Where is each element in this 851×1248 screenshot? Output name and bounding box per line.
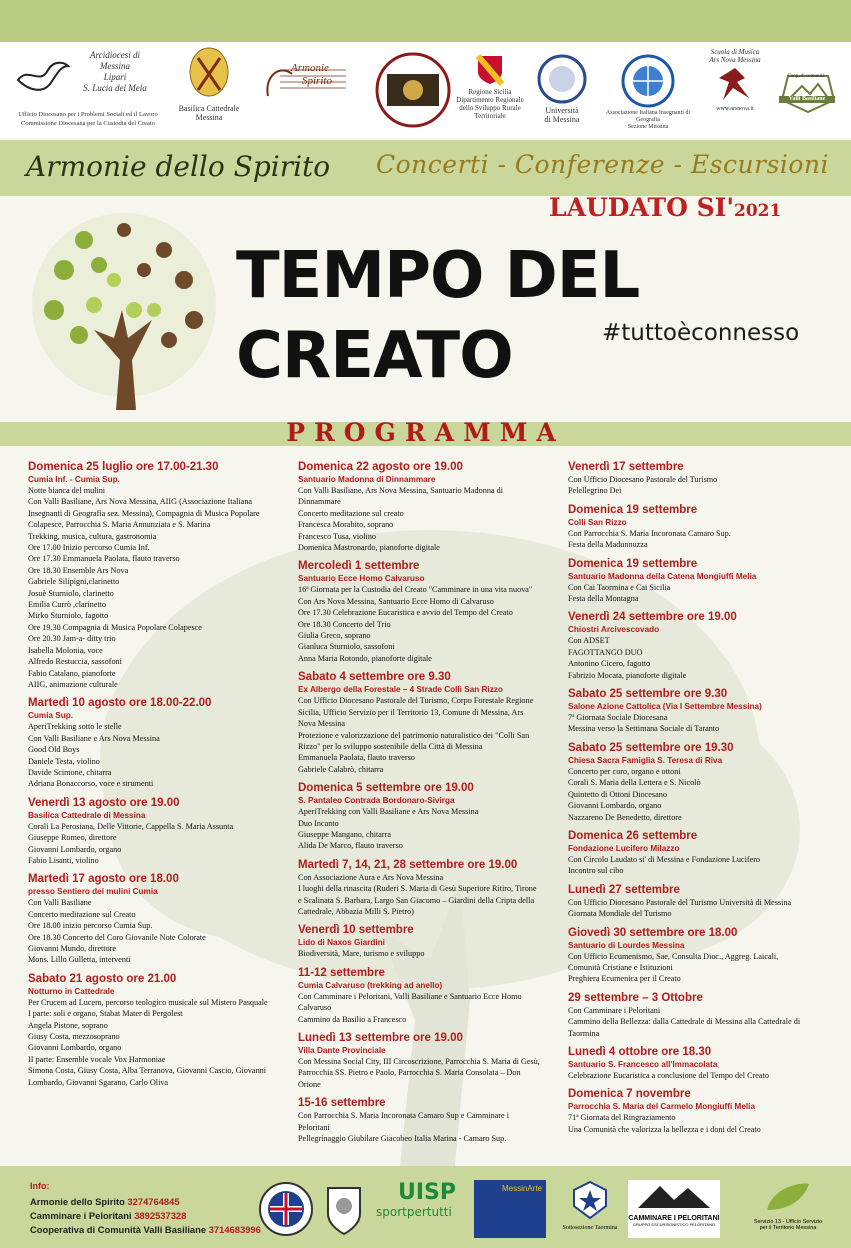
info-label: Armonie dello Spirito [30, 1196, 125, 1207]
servizio-territorio-logo [752, 1180, 824, 1238]
event-date: Venerdì 10 settembre [298, 924, 414, 937]
program-event [298, 559, 560, 664]
event-detail: Daniele Testa, violino [28, 756, 100, 766]
program-event [568, 926, 838, 985]
event-date: Sabato 21 agosto ore 21.00 [28, 972, 177, 985]
messinarte-logo [474, 1180, 546, 1238]
event-date: Martedì 17 agosto ore 18.00 [28, 873, 179, 886]
event-detail: Good Old Boys [28, 745, 80, 755]
event-date: Lunedì 27 settembre [568, 883, 680, 896]
uisp-logo [376, 1180, 464, 1238]
top-strip [0, 0, 851, 42]
uisp-text: UISP [398, 1180, 457, 1205]
info-label: Camminare i Peloritani [30, 1210, 132, 1221]
program-event [568, 1045, 838, 1081]
event-detail: Pellegrinaggio Giubilare Giacobeo Italia Marina - Camaro Sup. [298, 1134, 507, 1144]
university-seal-icon [537, 54, 587, 104]
program-event [568, 503, 838, 551]
event-place: Santuario Madonna della Catena Mongiuffi Melia [568, 571, 757, 581]
event-detail: FAGOTTANGO DUO [568, 647, 643, 657]
program-event [568, 557, 838, 605]
event-place: Cumia Inf. - Cumia Sup. [28, 475, 120, 484]
event-detail: Con Ufficio Diocesano Pastorale del Turismo Università di Messina [568, 897, 792, 907]
event-detail: Josuè Sturniolo, clarinetto [28, 588, 114, 598]
event-detail: Preghiera Ecumenica per il Creato [568, 974, 681, 984]
event-detail: Ore 17.00 Inizio percorso Cumia Inf. [28, 543, 150, 553]
event-date: Lunedì 13 settembre ore 19.00 [298, 1032, 463, 1044]
program-event [568, 610, 838, 681]
trinacria-shield-icon [476, 54, 504, 86]
sponsor-logos-row [0, 42, 851, 138]
cai-taormina-logo [562, 1180, 618, 1238]
event-detail: Con Ufficio Diocesano Pastorale del Turismo [568, 475, 718, 484]
event-detail: Con Ufficio Ecumenismo, Sae, Consulta Dioc., Aggreg. Laicali, [568, 951, 779, 961]
event-detail: Ore 18.30 Concerto del Trio [298, 619, 391, 629]
event-detail: Notte bianca del mulini [28, 486, 106, 495]
arcidiocesi-sub: Ufficio Diocesano per i Problemi Sociali ed il Lavoro [18, 111, 158, 118]
event-detail: Nova Messina [298, 719, 346, 729]
event-detail: Dinnammare [298, 497, 341, 507]
event-detail: Cattedrale, Abbazia Milli S. Pietro) [298, 906, 414, 916]
event-date: Martedì 10 agosto ore 18.00-22.00 [28, 697, 212, 710]
event-date: Domenica 26 settembre [568, 829, 698, 842]
info-row [30, 1210, 186, 1221]
event-detail: Quintetto di Ottoni Diocesano [568, 789, 667, 799]
event-date: 11-12 settembre [298, 966, 385, 979]
arcidiocesi-sub: Commissione Diocesana per la Custodia del Creato [21, 120, 155, 127]
event-detail: Giuseppe Mangano, chitarra [298, 829, 391, 839]
program-event [298, 1031, 560, 1090]
event-detail: AIIG, animazione culturale [28, 679, 118, 689]
concert-seal-logo [373, 52, 453, 130]
event-detail: Festa della Madunnuzza [568, 540, 648, 550]
event-date: Mercoledì 1 settembre [298, 560, 420, 573]
title-line-1: TEMPO DEL [236, 239, 640, 313]
event-detail: e Scalinata S. Barbara, Largo San Giacomo – Giardini della Cripta della [298, 895, 535, 905]
regione-line: Dipartimento Regionale [456, 96, 524, 105]
event-detail: Simona Costa, Giusy Costa, Alba Terranova, Giovanni Cascio, Giovanni [28, 1066, 267, 1076]
event-detail: Fabio Catalano, pianoforte [28, 668, 116, 678]
event-detail: Celebrazione Eucaristica a conclusione del Tempo del Creato [568, 1070, 769, 1080]
aiig-logo [600, 54, 696, 131]
program-column-1 [28, 460, 290, 1094]
event-detail: Rizzo" per lo sviluppo sostenibile della Città di Messina [298, 741, 483, 751]
event-detail: Ore 18.30 Ensemble Ars Nova [28, 565, 129, 575]
event-detail: Giornata Mondiale del Turismo [568, 909, 672, 919]
universita-logo [530, 54, 594, 124]
event-place: Cumia Calvaruso (trekking ad anello) [298, 980, 443, 990]
event-place: S. Pantaleo Contrada Bordonaro-Sivirga [298, 796, 455, 806]
regione-line: Territoriale [474, 112, 506, 121]
event-detail: Angela Pistone, soprano [28, 1020, 108, 1030]
program-event [28, 872, 290, 965]
event-detail: Francesca Morabito, soprano [298, 520, 394, 530]
event-detail: Concerto meditazione sul Creato [28, 909, 136, 919]
event-detail: Peloritani [298, 1122, 330, 1132]
crest-icon [322, 1180, 366, 1238]
event-detail: Giovanni Lombardo, organo [28, 844, 122, 854]
event-detail: Ore 18.00 inizio percorso Cumia Sup. [28, 921, 153, 931]
event-detail: Con Associazione Aura e Ars Nova Messina [298, 872, 444, 882]
event-detail: 7ª Giornata Sociale Diocesana [568, 713, 668, 723]
event-detail: I parte: soli e organo, Stabat Mater di Pergolest [28, 1009, 183, 1019]
event-date: 15-16 settembre [298, 1097, 386, 1110]
info-row [30, 1196, 180, 1207]
event-detail: Domenica Mastronardo, pianoforte digitale [298, 543, 440, 553]
event-detail: 71ª Giornata del Ringraziamento [568, 1113, 676, 1123]
union-jack-badge-icon [258, 1180, 314, 1238]
event-detail: Antonino Cicero, fagotto [568, 659, 651, 669]
universita-line: Università [545, 106, 579, 116]
program-event [298, 966, 560, 1025]
event-detail: Francesco Tusa, violino [298, 531, 377, 541]
ars-nova-line: Scuola di Musica [710, 48, 760, 56]
laudato-si-heading [549, 193, 781, 222]
event-detail: Comunità Cristiane e Istituzioni [568, 962, 673, 972]
title-band [0, 140, 851, 196]
program-event [298, 923, 560, 959]
event-detail: Gianluca Sturniolo, sassofoni [298, 642, 395, 652]
event-detail: Ore 17.30 Celebrazione Eucaristica e avvio del Tempo del Creato [298, 608, 513, 618]
event-detail: Giuseppe Romeo, direttore [28, 833, 117, 843]
event-detail: Emmanuela Paolata, flauto traverso [298, 753, 415, 763]
band-left-title: Armonie dello Spirito [26, 150, 331, 183]
regione-sicilia-logo [450, 54, 530, 120]
event-detail: Con Camminare i Peloritani [568, 1005, 661, 1015]
event-place: Santuario Madonna di Dinnammare [298, 475, 436, 484]
program-event [568, 991, 838, 1039]
event-date: Domenica 7 novembre [568, 1088, 691, 1101]
program-event [298, 1096, 560, 1144]
event-place: Ex Albergo della Forestale – 4 Strade Colli San Rizzo [298, 685, 503, 695]
title-line-2: CREATO [236, 319, 513, 393]
servizio-text: Servizio 13 - Ufficio Servizio per il Territorio Messina [753, 1219, 823, 1231]
event-detail: Ore 17.30 Emmanuela Paolata, flauto traverso [28, 554, 180, 564]
event-date: Venerdì 17 settembre [568, 461, 684, 473]
event-date: Sabato 25 settembre ore 9.30 [568, 688, 728, 701]
event-detail: Incontro sul cibo [568, 866, 624, 876]
event-detail: Con Valli Basiliane, Ars Nova Messina, Santuario Madonna di [298, 486, 503, 495]
program-event [568, 1087, 838, 1135]
event-detail: Con Valli Basiliane [28, 898, 92, 908]
event-place: Lido di Naxos Giardini [298, 938, 385, 948]
event-detail: Taormina [568, 1028, 600, 1038]
aiig-line: Associazione Italiana Insegnanti di Geografia [605, 110, 691, 123]
event-detail: Concerto meditazione sul creato [298, 508, 404, 518]
dove-icon [14, 56, 70, 96]
arcidiocesi-line: S. Lucia del Mela [83, 83, 147, 93]
event-place: Santuario S. Francesco all'Immacolata [568, 1059, 718, 1069]
program-event [28, 972, 290, 1088]
ars-nova-logo [700, 48, 770, 113]
event-date: Domenica 22 agosto ore 19.00 [298, 461, 463, 473]
event-detail: Alida De Marco, flauto traverso [298, 841, 403, 851]
regione-line: dello Sviluppo Rurale [459, 104, 521, 113]
camminare-text: CAMMINARE I PELORITANI [628, 1215, 720, 1222]
event-detail: Corali La Perosiana, Delle Vittorie, Cappella S. Maria Assunta [28, 821, 234, 831]
program-event [568, 883, 838, 920]
event-detail: Calvaruso [298, 1003, 332, 1013]
event-detail: Giovanni Mundo, direttore [28, 944, 116, 953]
event-detail: Giulia Greco, soprano [298, 631, 371, 641]
basilica-logo [168, 46, 250, 122]
arcidiocesi-line: Lipari [103, 72, 127, 82]
event-detail: Con Parrocchia S. Maria Incoronata Camaro Sup e Camminare i [298, 1111, 509, 1121]
event-place: Cumia Sup. [28, 711, 74, 721]
event-detail: AperiTrekking con Valli Basiliane e Ars Nova Messina [298, 807, 479, 817]
program-column-3 [568, 460, 838, 1141]
event-detail: Ore 18.30 Concerto del Coro Giovanile Note Colorate [28, 932, 206, 942]
event-detail: Una Comunità che valorizza la bellezza e i doni del Creato [568, 1124, 761, 1134]
program-event [28, 796, 290, 867]
program-event [298, 460, 560, 553]
messinarte-text: MessinArte [501, 1184, 542, 1193]
program-event [568, 829, 838, 877]
event-detail: Con Parrocchia S. Maria Incoronata Camaro Sup. [568, 528, 731, 538]
event-detail: Cammino della Bellezza: dalla Cattedrale di Messina alla Cattedrale di [568, 1017, 801, 1027]
event-detail: Ore 19.30 Compagnia di Musica Popolare Colapesce [28, 622, 202, 632]
event-detail: Per Crucem ad Lucem, percorso teologico musicale sul Mistero Pasquale [28, 997, 268, 1007]
valli-line: Coop. di comunità [787, 74, 825, 79]
event-detail: II parte: Ensemble vocale Vox Harmoniae [28, 1054, 166, 1064]
event-detail: Con Ufficio Diocesano Pastorale del Turismo, Corpo Forestale Regione [298, 696, 534, 706]
event-date: Giovedì 30 settembre ore 18.00 [568, 926, 738, 939]
event-detail: 16ª Giornata per la Custodia del Creato "Camminare in una vita nuova" [298, 585, 533, 595]
hashtag: #tuttoèconnesso [602, 320, 800, 346]
event-detail: Messina verso la Settimana Sociale di Taranto [568, 724, 720, 734]
ars-nova-line: Ars Nova Messina [709, 56, 761, 65]
dancer-icon [715, 64, 755, 104]
taormina-text: Sottosezione Taormina [562, 1225, 618, 1231]
arcidiocesi-line: Messina [100, 61, 130, 71]
info-row [30, 1224, 261, 1235]
regione-line: Regione Sicilia [468, 88, 512, 97]
event-place: Notturno in Cattedrale [28, 986, 115, 996]
event-detail: Mons. Lillo Gulletta, interventi [28, 955, 131, 965]
event-detail: Sicilia, Ufficio Servizio per il Territorio 13, Comune di Messina, Ars [298, 707, 524, 717]
event-detail: Con ADSET [568, 636, 610, 646]
tree-icon [24, 210, 224, 410]
event-detail: Orione [298, 1079, 321, 1089]
event-detail: Isabella Molonia, voce [28, 645, 103, 655]
globe-icon [621, 54, 675, 108]
event-place: Chiostri Arcivescovado [568, 625, 660, 635]
arcidiocesi-line: Arcidiocesi di [90, 50, 140, 60]
event-detail: Alfredo Restuccia, sassofoni [28, 657, 122, 667]
event-date: Domenica 19 settembre [568, 557, 698, 570]
event-place: presso Sentiero dei mulini Cumia [28, 887, 158, 897]
program-event [28, 460, 290, 690]
event-detail: Con Camminare i Peloritani, Valli Basiliane e Santuario Ecce Homo [298, 991, 522, 1001]
event-date: Sabato 25 settembre ore 19.30 [568, 741, 734, 754]
event-place: Chiesa Sacra Famiglia S. Teresa di Riva [568, 755, 723, 765]
event-place: Parrocchia S. Maria del Carmelo Mongiuffi Melia [568, 1102, 755, 1112]
event-detail: Giovanni Lombardo, organo [28, 1043, 122, 1053]
seal-icon [373, 52, 453, 128]
event-date: Domenica 5 settembre ore 19.00 [298, 782, 474, 795]
program-column-2 [298, 460, 560, 1150]
event-detail: Con Valli Basiliane e Ars Nova Messina [28, 733, 160, 743]
event-detail: Fabio Lisanti, violino [28, 855, 99, 865]
universita-line: di Messina [544, 115, 580, 125]
event-detail: Duo Incanto [298, 818, 339, 828]
leaf-icon [763, 1180, 813, 1214]
program-event [568, 460, 838, 497]
band-right-title: Concerti - Conferenze - Escursioni [376, 150, 829, 179]
program-event [568, 741, 838, 823]
valli-basiliane-logo [775, 70, 841, 118]
event-detail: Nazzareno De Benedetto, direttore [568, 812, 682, 822]
event-date: Martedì 7, 14, 21, 28 settembre ore 19.00 [298, 858, 518, 871]
event-detail: Pelellegrino Dei [568, 486, 622, 496]
event-detail: Parrocchia SS. Pietro e Paolo, Parrocchia S. Maria Consolata – Don [298, 1068, 521, 1078]
event-detail: Corali S. Maria della Lettera e S. Nicolò [568, 778, 701, 788]
program-event [298, 781, 560, 852]
event-detail: Con Messina Social City, III Circoscrizione, Parrocchia S. Maria di Gesù, [298, 1057, 540, 1066]
event-place: Colli San Rizzo [568, 517, 627, 527]
program-event [298, 858, 560, 918]
event-detail: AperiTrekking sotto le stelle [28, 722, 122, 732]
valli-line: Valli Basiliane [779, 96, 835, 103]
event-detail: Emilia Currò ,clarinetto [28, 600, 106, 610]
event-date: Domenica 19 settembre [568, 503, 698, 516]
event-date: Lunedì 4 ottobre ore 18.30 [568, 1045, 712, 1058]
event-detail: I luoghi della rinascita (Ruderi S. Maria di Gesù Superiore Ritiro, Tirone [298, 884, 537, 894]
info-phone: 3274764845 [127, 1196, 180, 1207]
event-detail: Con Cai Taormina e Cai Sicilia [568, 582, 671, 592]
laudato-text: LAUDATO SI' [549, 193, 734, 222]
info-label: Cooperativa di Comunità Valli Basiliane [30, 1224, 207, 1235]
event-detail: Festa della Montagna [568, 594, 639, 604]
basilica-city: Messina [195, 113, 223, 123]
event-detail: Davide Scimone, chitarra [28, 767, 112, 777]
ars-nova-url: www.arsnova.it [716, 106, 754, 113]
papal-keys-icon [184, 46, 234, 102]
event-date: Venerdì 24 settembre ore 19.00 [568, 611, 737, 624]
event-detail: Fabrizio Mocata, pianoforte digitale [568, 670, 687, 680]
event-detail: Cammino da Basilio a Francesco [298, 1014, 407, 1024]
event-detail: Ore 20.30 Jam-a- ditty trio [28, 634, 116, 644]
event-detail: Trekking, musica, cultura, gastronomia [28, 531, 157, 541]
program-event [28, 696, 290, 789]
event-detail: Adriana Bonaccorso, voce e strumenti [28, 779, 154, 789]
event-detail: Gabriele Silipigni,clarinetto [28, 577, 120, 587]
event-detail: Con Ars Nova Messina, Santuario Ecce Homo di Calvaruso [298, 596, 494, 606]
program-event [298, 670, 560, 775]
armonie-logo-line: Armonie [291, 62, 329, 74]
event-detail: Biodiversità, Mare, turismo e sviluppo [298, 949, 425, 959]
event-detail: Mirko Sturniolo, fagotto [28, 611, 109, 621]
event-date: 29 settembre – 3 Ottobre [568, 991, 703, 1004]
program-event [568, 687, 838, 735]
programma-heading: PROGRAMMA [286, 418, 565, 447]
event-detail: Con Valli Basiliane, Ars Nova Messina, AIIG (Associazione Italiana [28, 497, 253, 507]
event-date: Domenica 25 luglio ore 17.00-21.30 [28, 461, 219, 473]
event-place: Fondazione Lucifero Milazzo [568, 843, 680, 853]
main-title [236, 236, 639, 396]
camminare-sub: GRUPPO ESCURSIONISTICO PELORITANO [632, 1222, 716, 1227]
event-detail: Insegnanti di Geografia sez. Messina), Compagnia di Musica Popolare [28, 508, 260, 518]
info-title: Info: [30, 1181, 50, 1191]
star-badge-icon [572, 1180, 608, 1220]
event-detail: Lombardo, Giovanni Sgarano, Carlo Oliva [28, 1077, 169, 1087]
event-detail: Giovanni Lombardo, organo [568, 801, 662, 811]
event-detail: Concerto per coro, organo e ottoni [568, 766, 681, 776]
uisp-sub: sportpertutti [376, 1205, 452, 1219]
aiig-line: Sezione Messina [627, 123, 669, 130]
armonie-logo-line: Spirito [302, 74, 332, 87]
armonie-spirito-logo [258, 56, 348, 108]
event-place: Basilica Cattedrale di Messina [28, 810, 146, 820]
event-place: Santuario di Lourdes Messina [568, 940, 685, 950]
camminare-peloritani-logo [628, 1180, 720, 1238]
event-date: Venerdì 13 agosto ore 19.00 [28, 796, 180, 809]
event-detail: Anna Maria Rotondo, pianoforte digitale [298, 653, 432, 663]
basilica-name: Basilica Cattedrale [178, 104, 240, 114]
event-detail: Protezione e valorizzazione del patrimonio naturalistico dei "Colli San [298, 730, 530, 740]
event-detail: Colapesce, Parrocchia S. Maria Annunziata e S. Marina [28, 520, 211, 530]
event-place: Salone Azione Cattolica (Via I Settembre Messina) [568, 702, 762, 712]
event-place: Villa Dante Provinciale [298, 1046, 386, 1055]
event-detail: Con Circolo Laudato si' di Messina e Fondazione Lucifero [568, 854, 761, 864]
info-phone: 3714683996 [208, 1224, 261, 1235]
info-phone: 3892537328 [134, 1210, 187, 1221]
event-detail: Giusy Costa, mezzosoprano [28, 1032, 120, 1042]
laudato-year: 2021 [733, 201, 782, 221]
event-place: Santuario Ecce Homo Calvaruso [298, 574, 425, 584]
event-date: Sabato 4 settembre ore 9.30 [298, 671, 451, 684]
mountains-icon [634, 1180, 714, 1210]
event-detail: Gabriele Calabrò, chitarra [298, 764, 384, 774]
